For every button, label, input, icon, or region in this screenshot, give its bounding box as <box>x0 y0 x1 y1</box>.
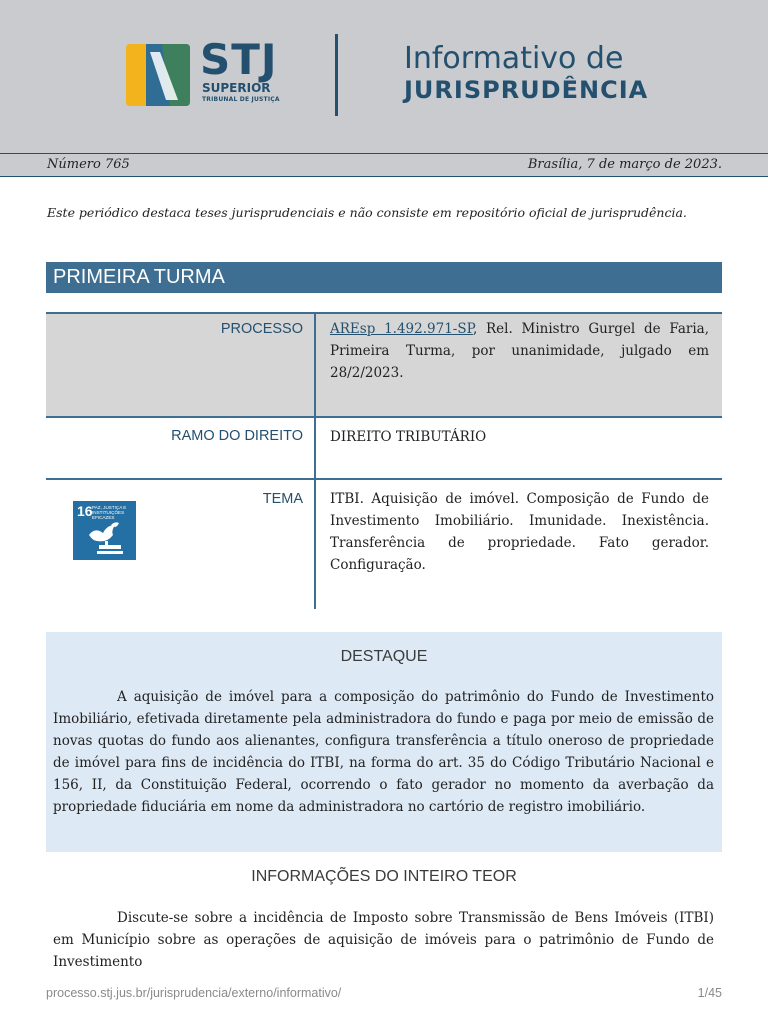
ods-label: PAZ, JUSTIÇA E INSTITUIÇÕES EFICAZES <box>92 505 127 521</box>
table-divider <box>46 416 722 418</box>
publication-subtitle: JURISPRUDÊNCIA <box>404 76 649 104</box>
issue-number: Número 765 <box>47 157 130 172</box>
issue-date: Brasília, 7 de março de 2023. <box>527 157 722 172</box>
ramo-label: RAMO DO DIREITO <box>171 428 303 444</box>
stj-logo-subtitle: SUPERIOR <box>202 81 271 95</box>
dove-gavel-icon <box>85 519 125 557</box>
tema-label: TEMA <box>262 491 303 507</box>
header-divider <box>335 34 338 116</box>
inteiro-teor-title: INFORMAÇÕES DO INTEIRO TEOR <box>251 868 517 885</box>
ods-16-badge <box>73 501 136 560</box>
stj-logo-text: STJ <box>200 35 278 84</box>
destaque-text: A aquisição de imóvel para a composição do patrimônio do Fundo de Investimento Imobiliário, efetivada diretamente pela administradora do fundo e paga por meio de emissão de novas quotas do fundo aos alienantes, configura transferência a título oneroso de propriedade de imóvel para fins de incidência do ITBI, na forma do art. 35 do Código Tributário Nacional e 156, II, da Constituição Federal, ocorrendo o fato gerador no momento da averbação da propriedade fiduciária em nome da administradora no cartório de registro imobiliário. <box>53 689 714 815</box>
disclaimer-text: Este periódico destaca teses jurisprudenciais e não consiste em repositório oficial de jurisprudência. <box>47 205 687 220</box>
destaque-title: DESTAQUE <box>340 648 428 665</box>
page-number: 1/45 <box>697 986 722 1000</box>
issue-meta-bar <box>0 153 768 177</box>
ramo-value: DIREITO TRIBUTÁRIO <box>330 429 487 445</box>
processo-link[interactable]: AREsp 1.492.971-SP <box>330 321 473 337</box>
section-header <box>46 262 722 293</box>
footer-url[interactable]: processo.stj.jus.br/jurisprudencia/externo/informativo/ <box>46 986 342 1000</box>
publication-title: Informativo de <box>404 41 624 76</box>
destaque-box <box>46 632 722 852</box>
header-band <box>0 0 768 153</box>
stj-logo-subtitle-small: TRIBUNAL DE JUSTIÇA <box>202 96 280 103</box>
processo-value <box>330 318 709 384</box>
inteiro-teor-text: Discute-se sobre a incidência de Imposto sobre Transmissão de Bens Imóveis (ITBI) em Município sobre as operações de aquisição de imóveis para o patrimônio de Fundo de Investimento <box>53 910 714 970</box>
processo-details: , Rel. Ministro Gurgel de Faria, Primeira Turma, por unanimidade, julgado em 28/2/2023. <box>330 321 709 381</box>
table-divider <box>46 478 722 480</box>
ods-number: 16 <box>77 503 93 519</box>
section-title: PRIMEIRA TURMA <box>53 266 225 288</box>
table-column-divider <box>314 312 316 609</box>
tema-value: ITBI. Aquisição de imóvel. Composição de Fundo de Investimento Imobiliário. Imunidade. Inexistência. Transferência de propriedade. Fato gerador. Configuração. <box>330 491 709 573</box>
stj-logo-icon <box>126 44 190 106</box>
processo-label: PROCESSO <box>220 321 303 337</box>
